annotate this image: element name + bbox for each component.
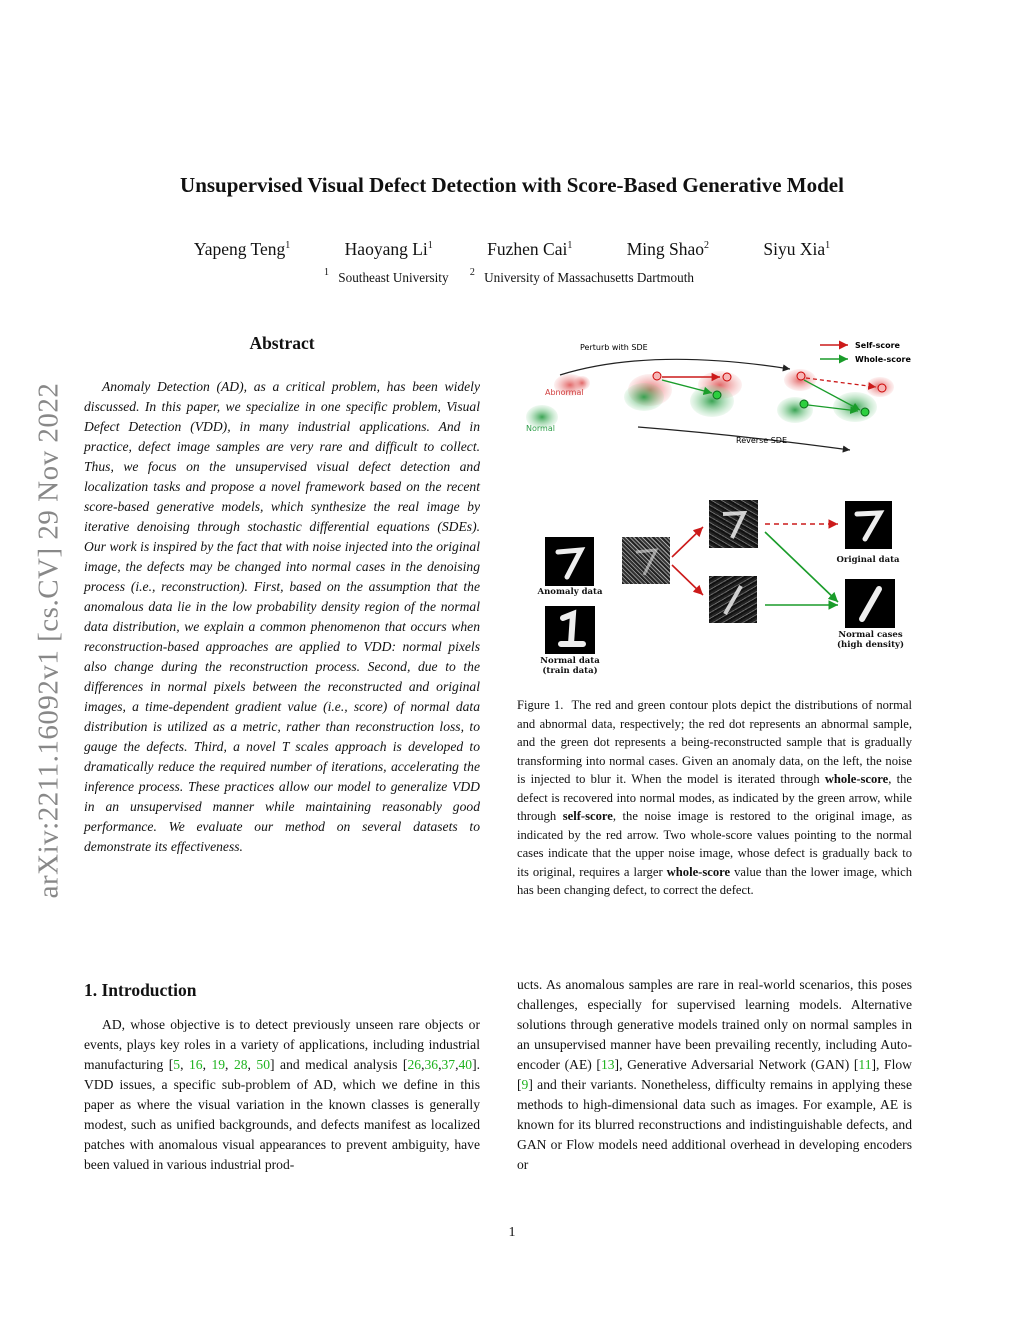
page-number: 1 [508,1225,516,1240]
intro-paragraph-continued: ucts. As anomalous samples are rare in real-world scenarios, this poses challenges, especially for supervised learning models. Alternative solutions through generative models trained only on normal samples in an unsupervised manner have been prevailing recently, including Auto-encoder (AE) [13], Generative Adversarial Network (GAN) [11], Flow [9] and their variants. Nonetheless, difficulty remains in applying these methods to high-dimensional data such as images. For example, AE is known for its blurred reconstructions and indistinguishable defects, and GAN or Flow models need additional overhead in developing encoders or [517,977,912,1172]
arxiv-stamp: arXiv:2211.16092v1 [cs.CV] 29 Nov 2022 [32,382,65,899]
reverse-label: Reverse SDE [736,436,787,445]
original-data-label: Original data [836,555,900,565]
abnormal-label: Abnormal [545,388,584,397]
figure-arrows [520,495,920,635]
anomaly-data-label: Anomaly data [537,587,603,597]
abstract-text: Anomaly Detection (AD), as a critical problem, has been widely discussed. In this paper, we specialize in one specific problem, Visual Defect Detection (VDD), in many industrial applications. And in practice, defect image samples are very rare and difficult to collect. Thus, we focus on the unsupervised visual defect detection and localization tasks and propose a novel framework based on the recent score-based generative models, which synthesize the real image by iterative denoising through stochastic differential equations (SDEs). Our work is inspired by the fact that with noise injected into the original image, the defects may be changed into normal cases in the denoising process (i.e., reconstruction). First, based on the assumption that the anomalous data lie in the low probability density region of the normal data distribution, we explain a common phenomenon that occurs when reconstruction-based approaches are applied to VDD: normal pixels also change during the reconstruction process. Second, due to the differences in normal pixels between the reconstructed and original images, a time-dependent gradient value (i.e., score) of normal data distribution is utilized as a metric, rather than reconstruction loss, to gauge the defects. Third, a novel T scales approach is developed to dramatically reduce the required number of iterations, accelerating the inference process. These practices allow our model to generalize VDD in an unsupervised manner while maintaining reasonably good performance. We evaluate our method on several datasets to demonstrate its effectiveness. [84,379,480,854]
citation-link[interactable]: 13 [600,1057,615,1072]
citation-link[interactable]: 50 [256,1057,271,1072]
citation-link[interactable]: 37 [441,1057,456,1072]
author: Fuzhen Cai$^1$ [487,239,573,259]
citation-link[interactable]: 28 [233,1057,248,1072]
abstract-heading: Abstract [249,333,315,353]
perturb-arrow [560,359,790,375]
author: Ming Shao$^2$ [626,239,710,259]
citation-link[interactable]: 5 [173,1057,181,1072]
affiliation: $^1$ Southeast University [323,267,449,285]
author: Siyu Xia$^1$ [763,239,831,259]
intro-heading: 1. Introduction [84,980,197,1000]
citation-link[interactable]: 9 [521,1077,529,1092]
paper-title: Unsupervised Visual Defect Detection with Score-Based Generative Model [180,173,844,197]
affiliation: $^2$ University of Massachusetts Dartmouth [469,267,695,285]
citation-link[interactable]: 11 [858,1057,872,1072]
legend-self-label: Self-score [855,341,900,350]
affiliations [0,267,1024,286]
citation-link[interactable]: 36 [424,1057,439,1072]
citation-link[interactable]: 19 [211,1057,226,1072]
normal-data-label: Normal data (train data) [540,656,600,676]
figure-caption: Figure 1. The red and green contour plots depict the distributions of normal and abnormal data, respectively; the red dot represents an abnormal sample, and the green dot represents a being-reconstructed sample that is gradually transforming into normal cases. Given an anomaly data, on the left, the noise is injected to blur it. When the model is iterated through whole-score, the defect is recovered into normal modes, as indicated by the green arrow, while through self-score, the noise image is restored to the original image, as indicated by the red arrow. Two whole-score values pointing to the normal cases indicate that the upper noise image, whose defect is gradually back to its original, requires a larger whole-score value than the lower image, which has been changing defect, to correct the defect. [517,698,912,897]
citation-link[interactable]: 16 [188,1057,203,1072]
citation-link[interactable]: 26 [407,1057,422,1072]
legend-whole-label: Whole-score [855,355,911,364]
author-list [0,239,1024,260]
figure-diagram [520,335,920,455]
perturb-label: Perturb with SDE [580,343,648,352]
normal-cases-label: Normal cases (high density) [837,630,904,650]
author: Yapeng Teng$^1$ [193,239,291,259]
citation-link[interactable]: 40 [458,1057,473,1072]
intro-paragraph: AD, whose objective is to detect previously unseen rare objects or events, plays key roles in a variety of applications, including industrial manufacturing [5, 16, 19, 28, 50] and medical analysis [26,36,37,40]. VDD issues, a specific sub-problem of AD, which we define in this paper as where the visual variation in the known classes is generally modest, such as unified backgrounds, and defects manifest as localized patches with anomalous visual appearances to prevent ambiguity, have been valued in various industrial prod- [84,1017,480,1172]
author: Haoyang Li$^1$ [344,239,433,259]
normal-label: Normal [526,424,555,433]
